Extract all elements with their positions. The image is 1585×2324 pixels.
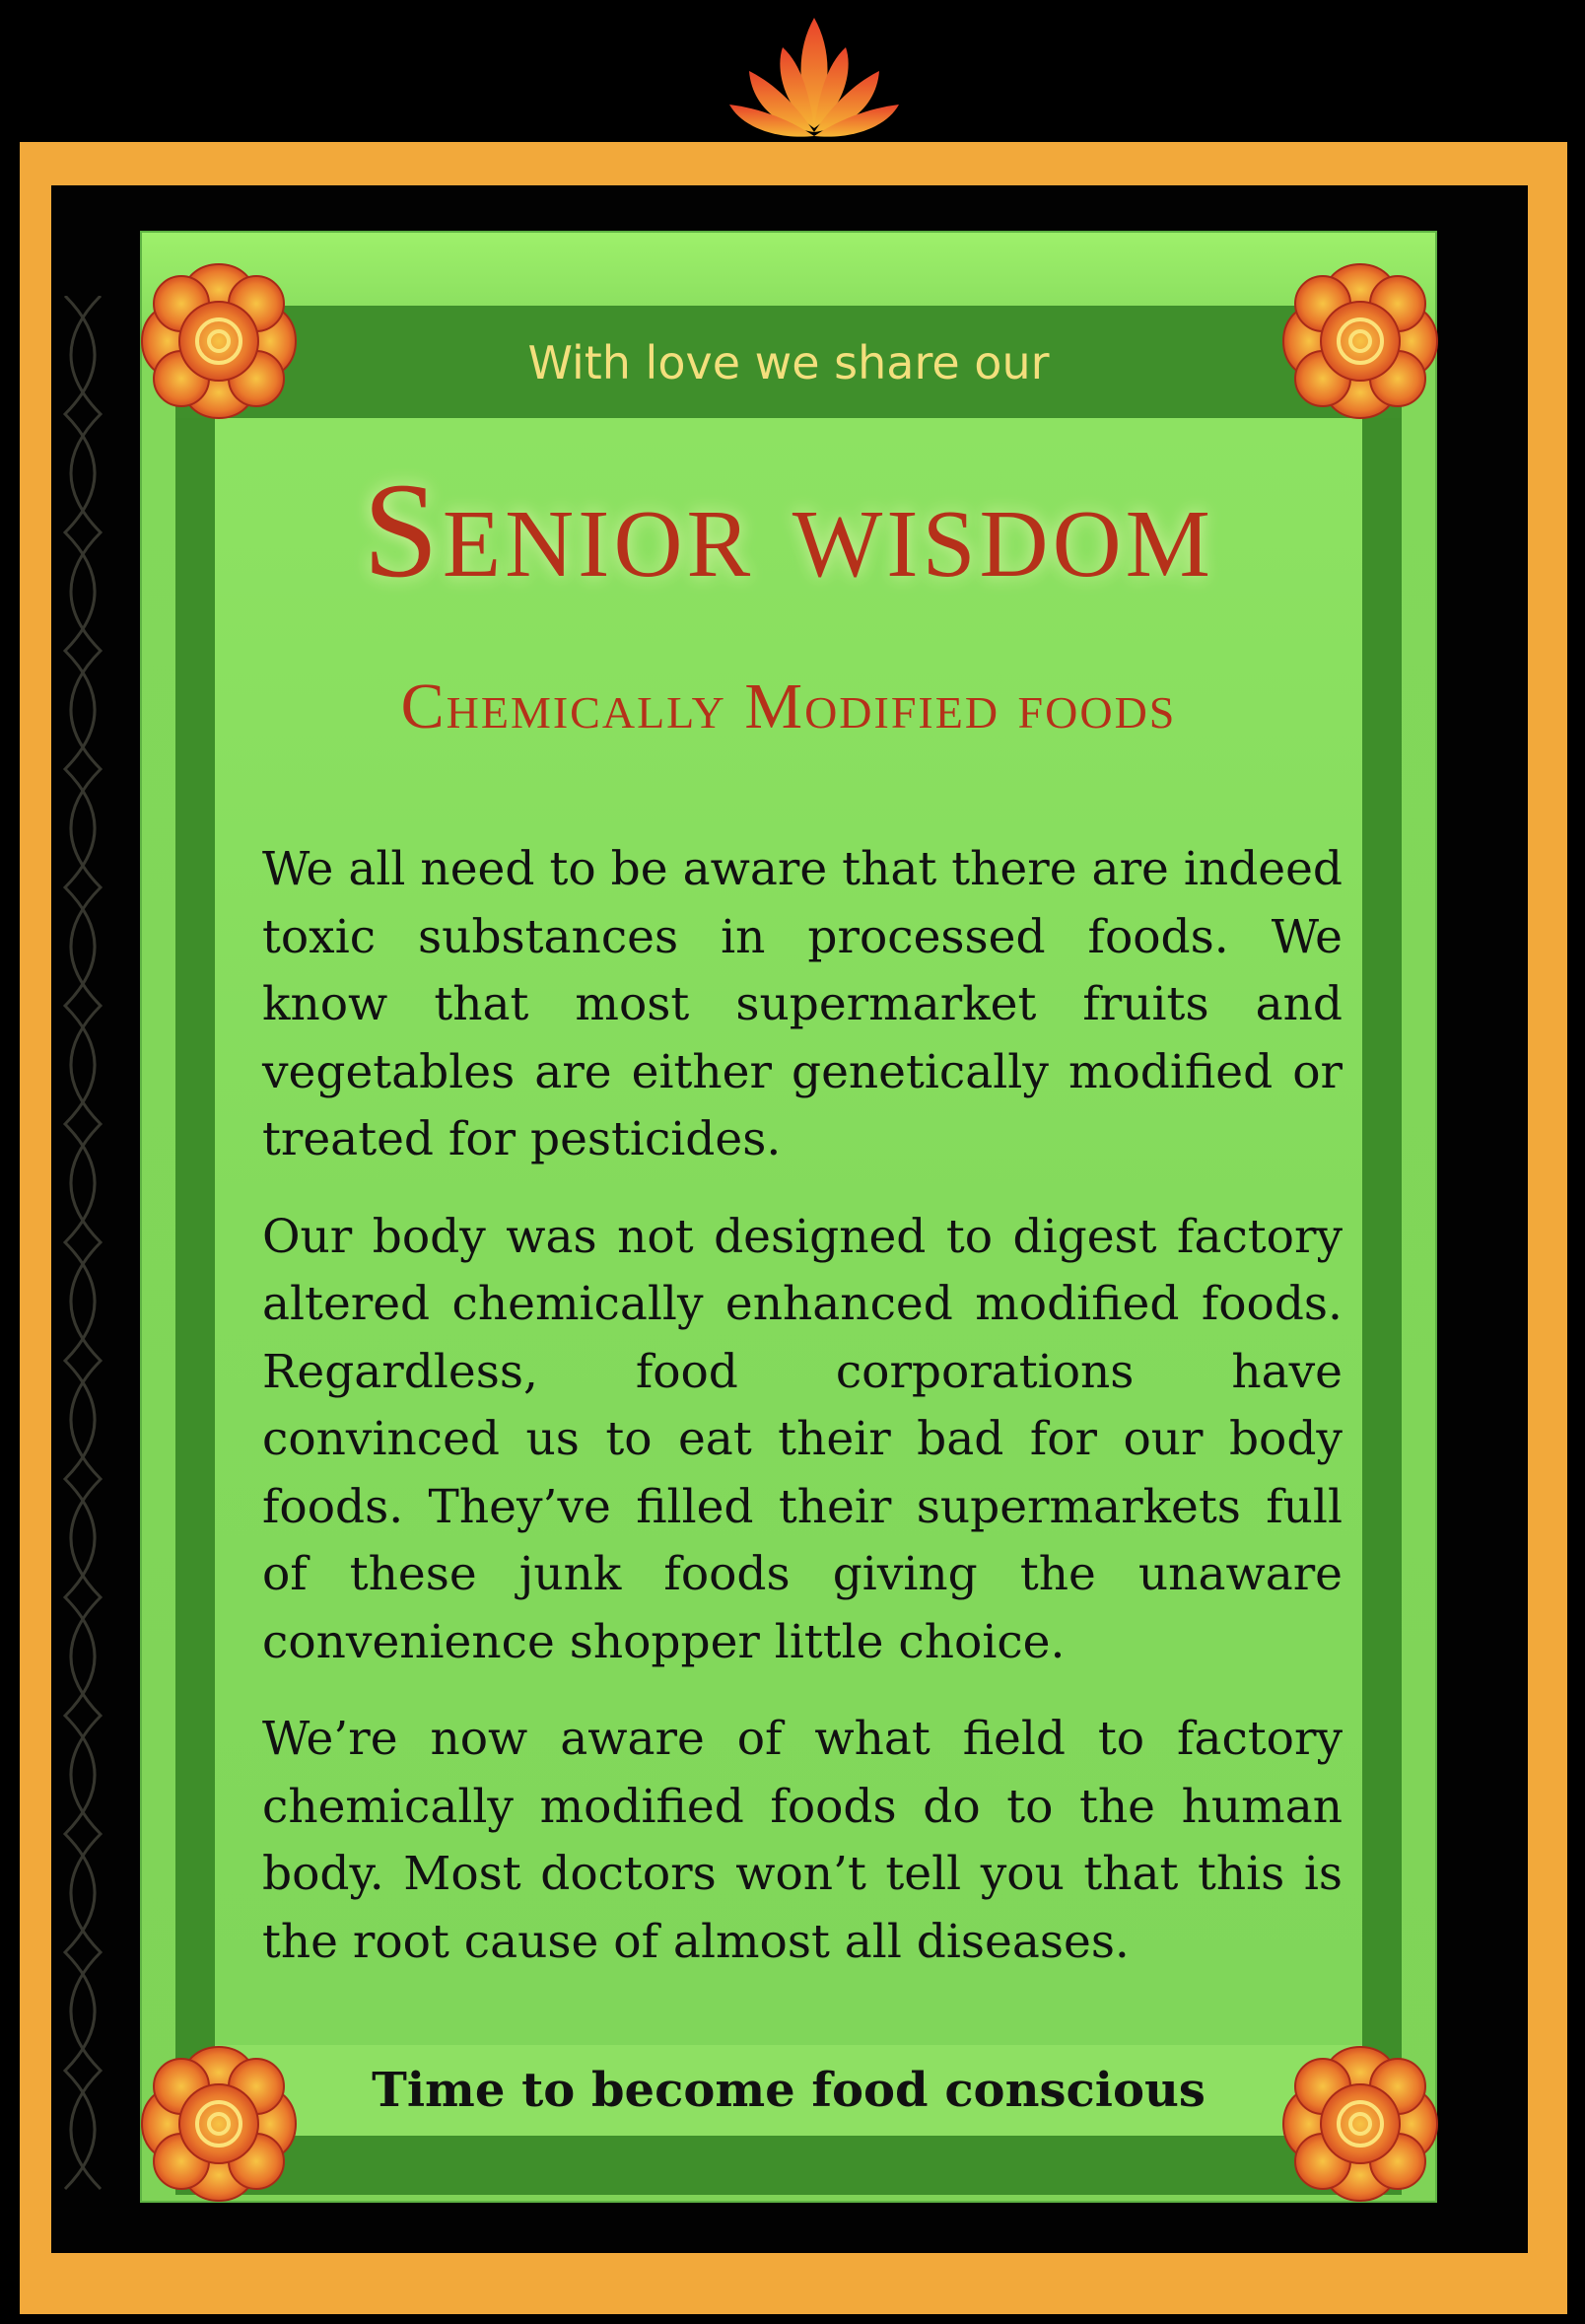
flower-ornament-icon [136,2041,302,2207]
lotus-icon [725,10,903,148]
closing-line: Time to become food conscious [372,2063,1206,2118]
tagline: With love we share our [527,336,1050,389]
subtitle: Chemically Modified foods [400,670,1177,742]
paragraph: Our body was not designed to digest factory altered chemically enhanced modified foods. Regardless, food corporations have convinced us to eat their bad for our body foods. They’ve filled their supermarkets full of these junk foods giving the unaware convenience shopper little choice. [262,1209,1343,1669]
body-text [262,836,1343,2006]
flower-ornament-icon [136,258,302,424]
paragraph: We’re now aware of what field to factory chemically modified foods do to the human body. Most doctors won’t tell you that this is the root cause of almost all diseases. [262,1712,1343,1969]
paragraph: We all need to be aware that there are indeed toxic substances in processed foods. We know that most supermarket fruits and vegetables are either genetically modified or treated for pesticides. [262,842,1343,1166]
page-title: Senior wisdom [363,455,1214,605]
flower-ornament-icon [1277,2041,1443,2207]
bottom-band [175,2136,1402,2195]
flower-ornament-icon [1277,258,1443,424]
scroll-ornament-strip [55,296,110,2199]
